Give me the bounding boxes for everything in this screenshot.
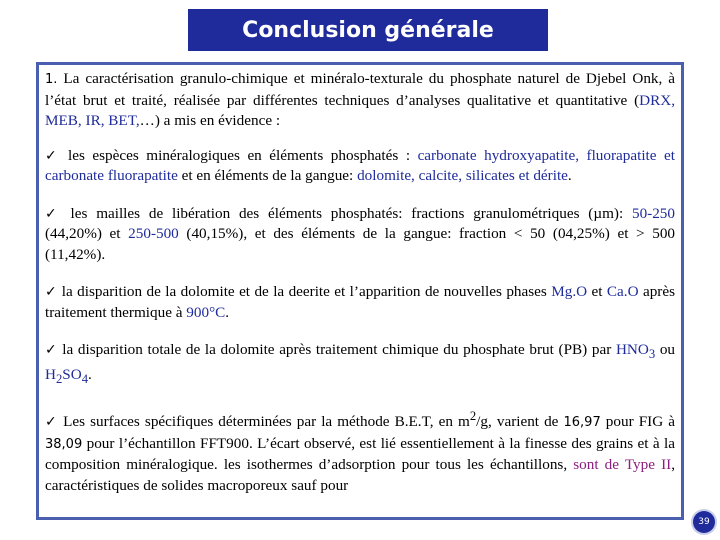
bullet-3-phase-cao: Ca.O bbox=[606, 283, 639, 300]
bullet-5-text: pour FIG à bbox=[600, 413, 675, 431]
bullet-3-text: . bbox=[225, 303, 230, 321]
check-icon: ✓ bbox=[45, 342, 58, 358]
bullet-5-value-2: 38,09 bbox=[45, 436, 83, 452]
formula-part: H bbox=[45, 365, 56, 383]
unit-superscript: 2 bbox=[469, 409, 477, 424]
bullet-5-text: , caractéristiques de solides macroporeux sauf pour bbox=[45, 456, 675, 494]
intro-text-1: La caractérisation granulo-chimique et minéralo-texturale du phosphate naturel de Djebel Onk, à l’état brut et traité, réalisée par différentes techniques d’analyses qualitative et quantitative ( bbox=[45, 70, 675, 109]
bullet-5-value-1: 16,97 bbox=[563, 415, 601, 431]
formula-part: HNO bbox=[615, 341, 649, 358]
check-icon: ✓ bbox=[45, 205, 62, 222]
bullet-2-fraction-2: 250-500 bbox=[128, 225, 179, 242]
intro-text-2: …) a mis en évidence : bbox=[139, 112, 281, 129]
formula-subscript: 4 bbox=[81, 371, 89, 386]
check-icon: ✓ bbox=[45, 414, 59, 431]
bullet-5-text: /g, varient de bbox=[476, 413, 564, 431]
formula-subscript: 3 bbox=[648, 347, 656, 362]
check-icon: ✓ bbox=[45, 147, 61, 164]
page-number-badge: 39 bbox=[693, 511, 715, 533]
bullet-3-text: la disparition de la dolomite et de la deerite et l’apparition de nouvelles phases bbox=[57, 283, 552, 300]
bullet-3-phase-mgo: Mg.O bbox=[551, 283, 588, 300]
formula-subscript: 2 bbox=[55, 371, 63, 386]
bullet-3-text: et bbox=[587, 283, 607, 300]
bullet-1-phosphate-species: carbonate hydroxyapatite, fluorapatite et carbonate fluorapatite bbox=[45, 146, 676, 184]
check-icon: ✓ bbox=[45, 284, 58, 300]
bullet-4-text: ou bbox=[655, 341, 676, 358]
bullet-5 bbox=[45, 406, 675, 496]
content-frame bbox=[36, 62, 684, 520]
bullet-4 bbox=[45, 340, 675, 389]
bullet-2 bbox=[45, 204, 675, 266]
intro-number: 1. bbox=[45, 72, 58, 87]
bullet-3-text: après traitement thermique à bbox=[45, 283, 676, 321]
bullet-4-reagent-h2so4 bbox=[45, 365, 89, 386]
formula-part: SO bbox=[62, 365, 82, 383]
bullet-1 bbox=[45, 146, 675, 187]
bullet-5-isotherm-type: sont de Type II bbox=[573, 456, 672, 474]
bullet-1-gangue-species: dolomite, calcite, silicates et dérite bbox=[357, 167, 568, 184]
bullet-3-temperature: 900°C bbox=[186, 303, 226, 321]
intro-techniques: DRX, MEB, IR, BET, bbox=[45, 91, 675, 129]
bullet-4-reagent-hno3 bbox=[615, 341, 656, 362]
bullet-2-text: les mailles de libération des éléments phosphatés: fractions granulométriques (µm): bbox=[61, 204, 632, 222]
bullet-1-text: et en éléments de la gangue: bbox=[177, 167, 358, 184]
bullet-5-text: pour l’échantillon FFT900. L’écart observé, est lié essentiellement à la finesse des grains et à la composition minéralogique. les isothermes d’adsorption pour tous les échantillons, bbox=[45, 434, 675, 474]
intro-paragraph bbox=[45, 69, 675, 132]
bullet-2-fraction-1: 50-250 bbox=[631, 204, 675, 222]
bullet-3 bbox=[45, 282, 675, 323]
bullet-5-text: Les surfaces spécifiques déterminées par la méthode B.E.T, en m bbox=[58, 413, 470, 431]
bullet-4-text: la disparition totale de la dolomite après traitement chimique du phosphate brut (PB) par bbox=[57, 341, 616, 358]
bullet-2-text: (44,20%) et bbox=[45, 225, 129, 242]
bullet-4-text: . bbox=[88, 365, 92, 383]
bullet-1-text: les espèces minéralogiques en éléments phosphatés : bbox=[60, 146, 418, 164]
bullet-1-text: . bbox=[567, 167, 572, 184]
slide-title: Conclusion générale bbox=[188, 9, 548, 51]
bullet-2-text: (40,15%), et des éléments de la gangue: fraction < 50 (04,25%) et > 500 (11,42%). bbox=[45, 225, 676, 263]
